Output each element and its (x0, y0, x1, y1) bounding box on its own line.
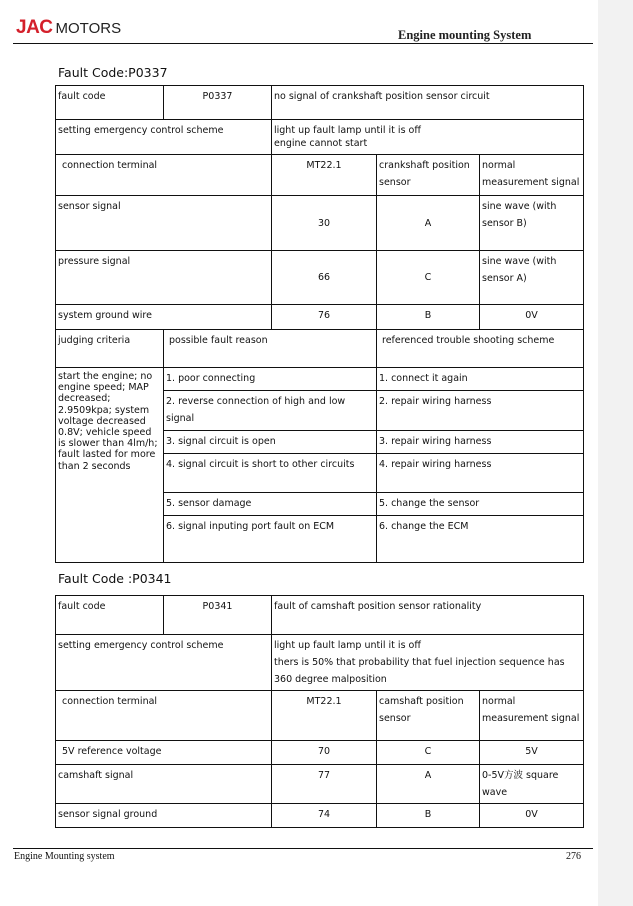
emergency-label: setting emergency control scheme (56, 635, 272, 691)
fault-code-value: P0341 (164, 596, 272, 635)
emergency-line: light up fault lamp until it is off (274, 640, 421, 651)
pin-name: sensor signal (56, 196, 272, 251)
pin-name: sensor signal ground (56, 804, 272, 828)
ecm-pin: 74 (272, 804, 377, 828)
ecm-connector: MT22.1 (272, 691, 377, 741)
pin-row (56, 765, 584, 804)
troubleshooting-step: 6. change the ECM (377, 516, 584, 563)
signal-header: normal measurement signal (480, 691, 584, 741)
troubleshooting-header: referenced trouble shooting scheme (377, 330, 584, 368)
pin-name: 5V reference voltage (56, 741, 272, 765)
ecm-pin: 66 (272, 251, 377, 305)
fault-description: no signal of crankshaft position sensor circuit (272, 86, 584, 120)
fault-code-row (56, 86, 584, 120)
emergency-scheme (272, 635, 584, 691)
sensor-pin: B (377, 804, 480, 828)
emergency-row (56, 120, 584, 155)
fault-code-label: fault code (56, 596, 164, 635)
troubleshooting-step: 3. repair wiring harness (377, 431, 584, 454)
fault-reason: 2. reverse connection of high and low signal (164, 391, 377, 431)
troubleshooting-step: 2. repair wiring harness (377, 391, 584, 431)
fault-reason: 5. sensor damage (164, 493, 377, 516)
troubleshooting-step: 1. connect it again (377, 368, 584, 391)
fault-reason: 6. signal inputing port fault on ECM (164, 516, 377, 563)
fault-description: fault of camshaft position sensor rationality (272, 596, 584, 635)
troubleshooting-step: 4. repair wiring harness (377, 454, 584, 493)
emergency-line: thers is 50% that probability that fuel injection sequence has 360 degree malposition (274, 657, 565, 685)
ecm-pin: 70 (272, 741, 377, 765)
footer-divider (13, 848, 593, 849)
ecm-connector: MT22.1 (272, 155, 377, 196)
sensor-header: camshaft position sensor (377, 691, 480, 741)
fault-code-value: P0337 (164, 86, 272, 120)
header-divider (13, 43, 593, 44)
section-title-p0337: Fault Code:P0337 (58, 65, 168, 80)
judging-criteria-header: judging criteria (56, 330, 164, 368)
fault-code-row (56, 596, 584, 635)
fault-reason-header: possible fault reason (164, 330, 377, 368)
signal-header: normal measurement signal (480, 155, 584, 196)
fault-reason: 4. signal circuit is short to other circuits (164, 454, 377, 493)
pin-row (56, 305, 584, 330)
pin-name: pressure signal (56, 251, 272, 305)
ecm-pin: 30 (272, 196, 377, 251)
fault-table-p0337 (55, 85, 584, 563)
logo-brand-secondary: MOTORS (55, 20, 122, 37)
viewer-side-panel (598, 0, 633, 906)
troubleshooting-step: 5. change the sensor (377, 493, 584, 516)
diagnosis-header-row (56, 330, 584, 368)
pin-row (56, 251, 584, 305)
connection-header-row (56, 691, 584, 741)
emergency-line: light up fault lamp until it is off (274, 125, 421, 136)
pin-name: camshaft signal (56, 765, 272, 804)
pin-signal: 0V (480, 804, 584, 828)
jac-motors-logo (16, 18, 121, 38)
connection-label: connection terminal (56, 155, 272, 196)
fault-reason: 1. poor connecting (164, 368, 377, 391)
fault-reason: 3. signal circuit is open (164, 431, 377, 454)
pin-signal: 0-5V方波 square wave (480, 765, 584, 804)
header-title: Engine mounting System (398, 28, 532, 42)
sensor-header: crankshaft position sensor (377, 155, 480, 196)
section-title-p0341: Fault Code :P0341 (58, 571, 172, 586)
diagnosis-row (56, 368, 584, 391)
pin-signal: sine wave (with sensor B) (480, 196, 584, 251)
pin-row (56, 196, 584, 251)
sensor-pin: C (377, 251, 480, 305)
logo-brand-primary: JAC (16, 17, 53, 38)
pin-signal: 0V (480, 305, 584, 330)
pin-row (56, 741, 584, 765)
sensor-pin: A (377, 765, 480, 804)
sensor-pin: A (377, 196, 480, 251)
emergency-row (56, 635, 584, 691)
fault-table-p0341 (55, 595, 584, 828)
connection-label: connection terminal (56, 691, 272, 741)
emergency-line: engine cannot start (274, 138, 368, 149)
ecm-pin: 77 (272, 765, 377, 804)
pin-signal: sine wave (with sensor A) (480, 251, 584, 305)
footer-section-name: Engine Mounting system (14, 851, 115, 862)
ecm-pin: 76 (272, 305, 377, 330)
emergency-scheme (272, 120, 584, 155)
sensor-pin: C (377, 741, 480, 765)
fault-code-label: fault code (56, 86, 164, 120)
pin-row (56, 804, 584, 828)
connection-header-row (56, 155, 584, 196)
pin-signal: 5V (480, 741, 584, 765)
emergency-label: setting emergency control scheme (56, 120, 272, 155)
judging-criteria-text: start the engine; no engine speed; MAP decreased; 2.9509kpa; system voltage decreased 0.8V; vehicle speed is slower than 4lm/h; fault lasted for more than 2 seconds (56, 368, 164, 563)
sensor-pin: B (377, 305, 480, 330)
page-number: 276 (566, 851, 581, 862)
pin-name: system ground wire (56, 305, 272, 330)
